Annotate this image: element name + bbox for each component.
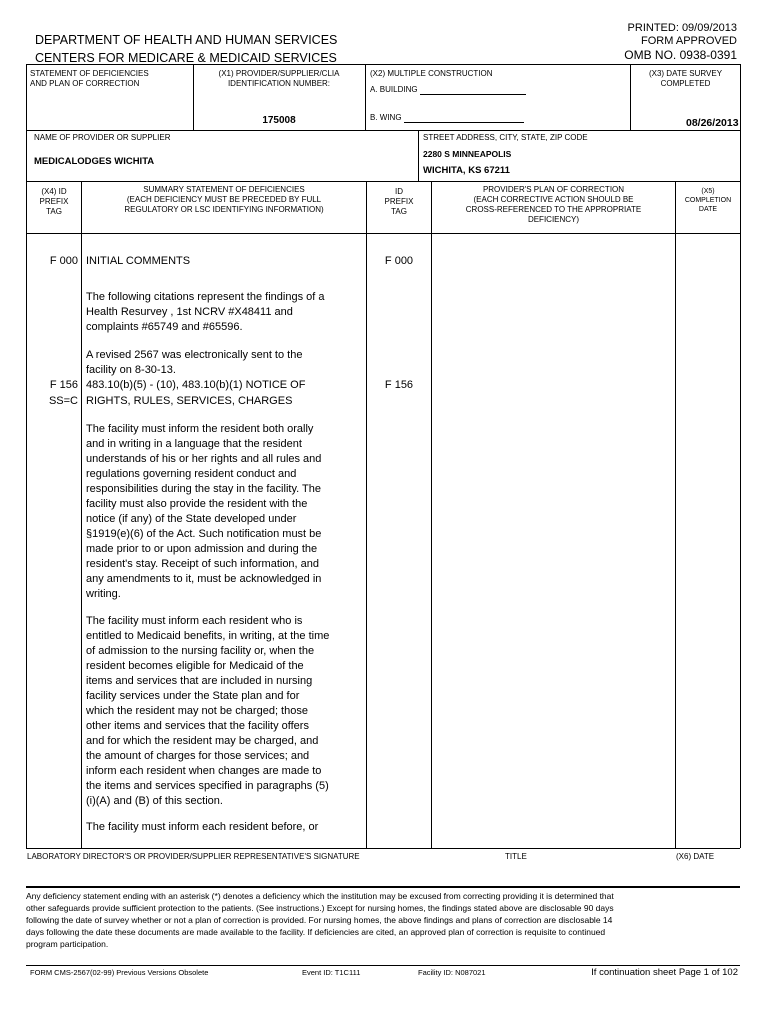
department-line-2: CENTERS FOR MEDICARE & MEDICAID SERVICES: [35, 51, 337, 65]
f156-tag-block: [28, 378, 78, 409]
rule-id-right: [431, 181, 432, 848]
f000-title: INITIAL COMMENTS: [86, 255, 191, 267]
facility-id: Facility ID: N087021: [418, 968, 486, 977]
rule-x3-left: [630, 64, 631, 130]
rule-body-bottom: [26, 848, 740, 849]
form-number: FORM CMS-2567(02-99) Previous Versions Obsolete: [30, 968, 209, 977]
rule-top: [26, 64, 740, 65]
x3-label: (X3) DATE SURVEY COMPLETED: [648, 69, 723, 88]
statement-label: STATEMENT OF DEFICIENCIES AND PLAN OF CORRECTION: [30, 69, 149, 88]
department-line-1: DEPARTMENT OF HEALTH AND HUMAN SERVICES: [35, 33, 338, 47]
rule-footer-top: [26, 965, 740, 966]
rule-summary-right: [366, 181, 367, 848]
provider-name-label: NAME OF PROVIDER OR SUPPLIER: [34, 133, 171, 142]
rule-x2-left: [365, 64, 366, 130]
rule-signature-bottom: [26, 886, 740, 888]
plan-header: PROVIDER'S PLAN OF CORRECTION (EACH CORRECTIVE ACTION SHOULD BE CROSS-REFERENCED TO THE APPROPRIATE DEFICIENCY): [465, 185, 642, 224]
x5-header: (X5) COMPLETION DATE: [684, 188, 732, 213]
f000-tag: F 000: [49, 255, 78, 267]
paragraph-citations: The following citations represent the findings of a Health Resurvey , 1st NCRV #X48411 and complaints #65749 and #65596.: [86, 291, 325, 333]
continuation-page: If continuation sheet Page 1 of 102: [591, 967, 738, 978]
rule-plan-right: [675, 181, 676, 848]
city-state-zip: WICHITA, KS 67211: [423, 165, 510, 176]
paragraph-revised: A revised 2567 was electronically sent to the facility on 8-30-13.: [86, 349, 303, 376]
form-approved: FORM APPROVED: [641, 35, 737, 47]
paragraph-medicaid: The facility must inform each resident who is entitled to Medicaid benefits, in writing, at the time of admission to the nursing facility or, when the resident becomes eligible for Medicaid of the items and services that are included in nursing facility services under the State plan and for which the resident may not be charged; those other items and services that the facility offers and for which the resident may be charged, and the amount of charges for those services; and inform each resident when changes are made to the items and services specified in paragraphs (5) (i)(A) and (B) of this section.: [86, 615, 330, 807]
rule-left: [26, 64, 27, 848]
paragraph-rights: The facility must inform the resident both orally and in writing in a language that the resident understands of his or her rights and all rules and regulations governing resident conduct and responsibilities during the stay in the facility. The facility must also provide the resident with the notice (if any) of the State developed under §1919(e)(6) of the Act. Such notification must be made prior to or upon admission and during the resident's stay. Receipt of such information, and any amendments to it, must be acknowledged in writing.: [86, 423, 322, 600]
rule-provider-bottom: [26, 181, 740, 182]
street-address: 2280 S MINNEAPOLIS: [423, 149, 512, 159]
rule-address-left: [418, 130, 419, 181]
f156-tag-right: F 156: [384, 379, 414, 391]
form-approval-block: [624, 22, 737, 62]
department-title: [35, 32, 337, 66]
building-field: A. BUILDING: [370, 85, 526, 95]
building-line: [420, 86, 526, 95]
event-id: Event ID: T1C111: [302, 968, 361, 977]
disclaimer: Any deficiency statement ending with an asterisk (*) denotes a deficiency which the institution may be excused from correcting providing it is determined that other safeguards provide sufficient protection to the patients. (See instructions.) Except for nursing homes, the findings stated above are disclosable 90 days following the date of survey whether or not a plan of correction is provided. For nursing homes, the above findings and plans of correction are disclosable 14 days following the date these documents are made available to the facility. If deficiencies are cited, an approved plan of correction is requisite to continued program participation.: [26, 891, 614, 949]
x1-label: (X1) PROVIDER/SUPPLIER/CLIA IDENTIFICATION NUMBER:: [218, 69, 340, 88]
f000-tag-right: F 000: [384, 255, 414, 267]
x4-header: (X4) ID PREFIX TAG: [39, 187, 69, 216]
rule-columns-bottom: [26, 233, 740, 234]
title-label: TITLE: [505, 852, 527, 861]
paragraph-before: The facility must inform each resident before, or: [86, 821, 319, 833]
f156-tag: F 156: [49, 379, 78, 391]
rule-ids-bottom: [26, 130, 740, 131]
signature-label: LABORATORY DIRECTOR'S OR PROVIDER/SUPPLIER REPRESENTATIVE'S SIGNATURE: [27, 852, 360, 861]
rule-x4-right: [81, 181, 82, 848]
x6-date-label: (X6) DATE: [676, 852, 715, 861]
address-label: STREET ADDRESS, CITY, STATE, ZIP CODE: [423, 133, 588, 142]
wing-field: B. WING: [370, 113, 524, 123]
printed-date: PRINTED: 09/09/2013: [627, 22, 737, 34]
rule-right: [740, 64, 741, 848]
provider-id-value: 175008: [262, 115, 296, 126]
omb-number: OMB NO. 0938-0391: [624, 48, 737, 62]
survey-date-value: 08/26/2013: [686, 117, 739, 129]
f156-scope: SS=C: [48, 395, 78, 407]
id-header: ID PREFIX TAG: [384, 187, 414, 216]
x2-label: (X2) MULTIPLE CONSTRUCTION: [370, 69, 493, 78]
provider-name: MEDICALODGES WICHITA: [34, 156, 155, 167]
wing-line: [404, 114, 524, 123]
summary-header: SUMMARY STATEMENT OF DEFICIENCIES (EACH DEFICIENCY MUST BE PRECEDED BY FULL REGULATORY OR LSC IDENTIFYING INFORMATION): [124, 185, 324, 214]
rule-x1-left: [193, 64, 194, 130]
f156-title: 483.10(b)(5) - (10), 483.10(b)(1) NOTICE OF RIGHTS, RULES, SERVICES, CHARGES: [86, 379, 306, 407]
